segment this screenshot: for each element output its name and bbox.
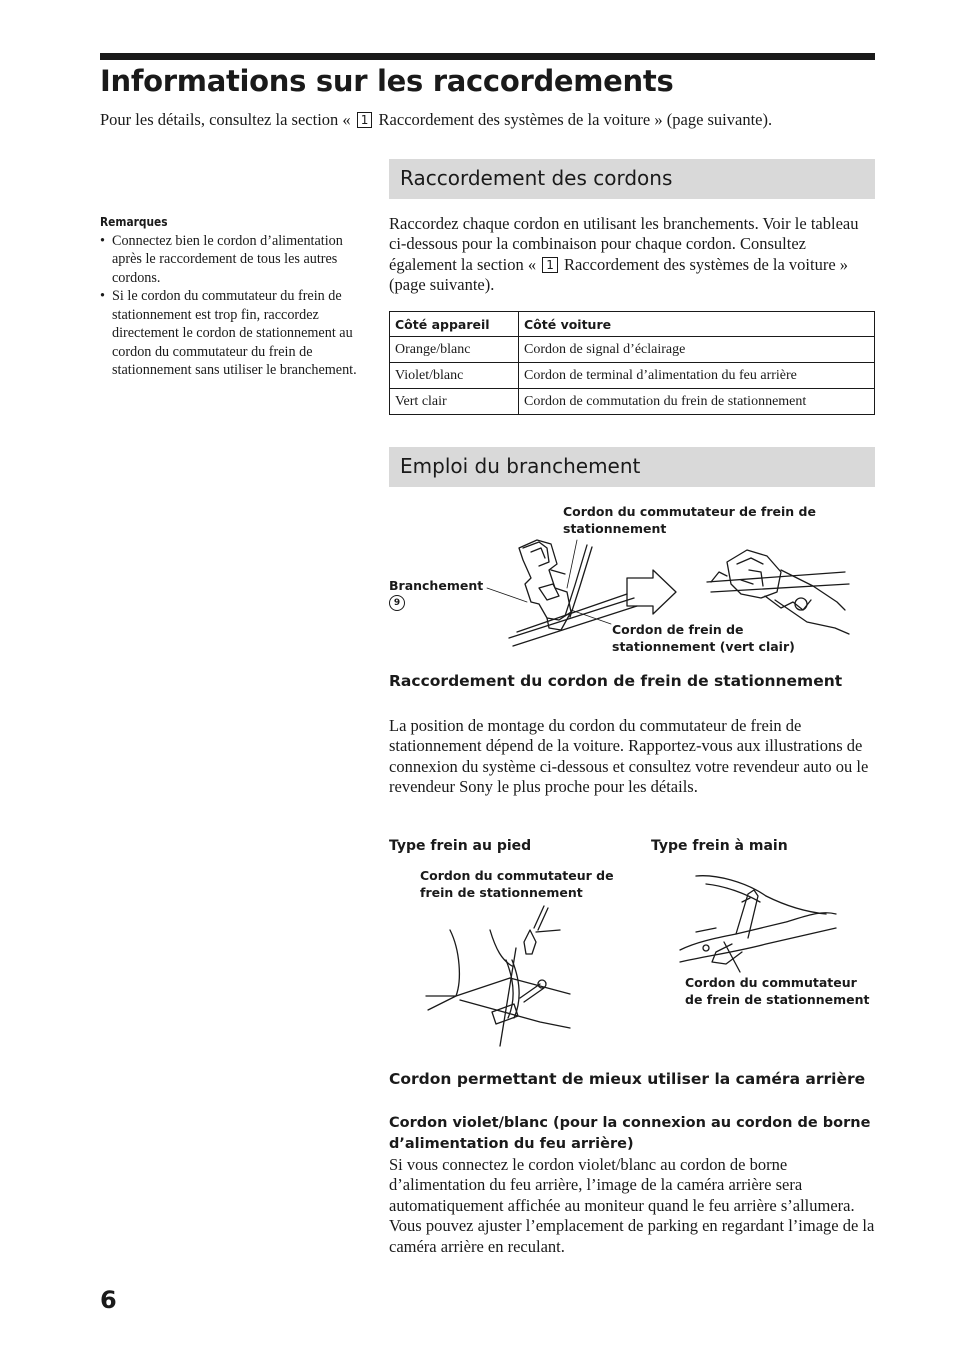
- subheading-violet-cord: Cordon violet/blanc (pour la connexion au cordon de borne d’alimentation du feu arrière): [389, 1115, 871, 1152]
- bullet: •: [100, 288, 105, 304]
- label-brake-cord: Cordon de frein de stationnement (vert clair): [612, 622, 795, 654]
- foot-brake-illustration: [420, 900, 580, 1050]
- section-header-cords: [389, 159, 875, 199]
- intro-before: Pour les détails, consultez la section «: [100, 110, 351, 129]
- rear-camera-paragraph: Si vous connectez le cordon violet/blanc au cordon de borne d’alimentation du feu arrière, l’image de la caméra arrière sera automatiquement affichée au moniteur quand le feu arrière s’allumera. Vous pouvez ajuster l’emplacement de parking en regardant l’image de la caméra arrière en reculant.: [389, 1155, 875, 1256]
- table-header: Côté appareil: [390, 312, 519, 337]
- notes-block: [100, 213, 375, 380]
- table-cell: Orange/blanc: [390, 337, 519, 363]
- table-row: [390, 389, 875, 415]
- section-title: Emploi du branchement: [400, 454, 641, 478]
- para-before: Raccordez chaque cordon en utilisant les branchements. Voir le tableau ci-dessous pour la combinaison pour chaque cordon. Consultez également la section «: [389, 214, 859, 274]
- table-header-row: [390, 312, 875, 337]
- subheading-rear-camera: Cordon permettant de mieux utiliser la caméra arrière: [389, 1070, 866, 1088]
- section-number-box: 1: [357, 112, 373, 128]
- label-connector: Branchement: [389, 578, 484, 593]
- table-cell: Cordon de commutation du frein de stationnement: [519, 389, 875, 415]
- table-row: [390, 337, 875, 363]
- table-header: Côté voiture: [519, 312, 875, 337]
- section-title: Raccordement des cordons: [400, 166, 673, 190]
- brake-cord-paragraph: La position de montage du cordon du commutateur de frein de stationnement dépend de la voiture. Rapportez-vous aux illustrations de connexion du système ci-dessous et consultez votre revendeur auto ou le revendeur Sony le plus proche pour les détails.: [389, 716, 869, 797]
- hand-brake-illustration: [676, 872, 846, 982]
- table-cell: Violet/blanc: [390, 363, 519, 389]
- notes-list: [100, 232, 375, 380]
- section1-paragraph: [389, 214, 875, 296]
- foot-brake-label: Cordon du commutateur de frein de stationnement: [420, 868, 614, 900]
- hand-brake-label: Cordon du commutateur de frein de stationnement: [685, 975, 870, 1007]
- table-cell: Cordon de signal d’éclairage: [519, 337, 875, 363]
- table-cell: Cordon de terminal d’alimentation du feu arrière: [519, 363, 875, 389]
- hand-brake-title: Type frein à main: [651, 838, 788, 854]
- para-after: Raccordement des systèmes de la voiture » (page suivante).: [389, 254, 849, 295]
- connection-table: [389, 311, 875, 415]
- label-switch-cord: Cordon du commutateur de frein de stationnement: [563, 504, 816, 536]
- header-rule: [100, 53, 875, 60]
- table-cell: Vert clair: [390, 389, 519, 415]
- note-item: [100, 232, 375, 288]
- connector-number-badge: 9: [389, 595, 405, 611]
- page-number: 6: [100, 1286, 117, 1314]
- intro-text: [100, 110, 772, 130]
- subheading-brake-cord: Raccordement du cordon de frein de stationnement: [389, 672, 843, 690]
- section-number-box: 1: [542, 257, 558, 273]
- section-header-connector: [389, 447, 875, 487]
- page-title: Informations sur les raccordements: [100, 64, 674, 98]
- table-row: [390, 363, 875, 389]
- intro-after: Raccordement des systèmes de la voiture » (page suivante).: [378, 110, 773, 129]
- note-item: [100, 287, 375, 380]
- note-text: Si le cordon du commutateur du frein de stationnement est trop fin, raccordez directement le cordon de stationnement au cordon du commutateur du frein de stationnement sans utiliser le branchement.: [112, 288, 357, 378]
- notes-title: Remarques: [100, 214, 168, 229]
- bullet: •: [100, 232, 105, 249]
- note-text: Connectez bien le cordon d’alimentation après le raccordement de tous les autres cordons.: [112, 232, 343, 286]
- foot-brake-title: Type frein au pied: [389, 838, 532, 854]
